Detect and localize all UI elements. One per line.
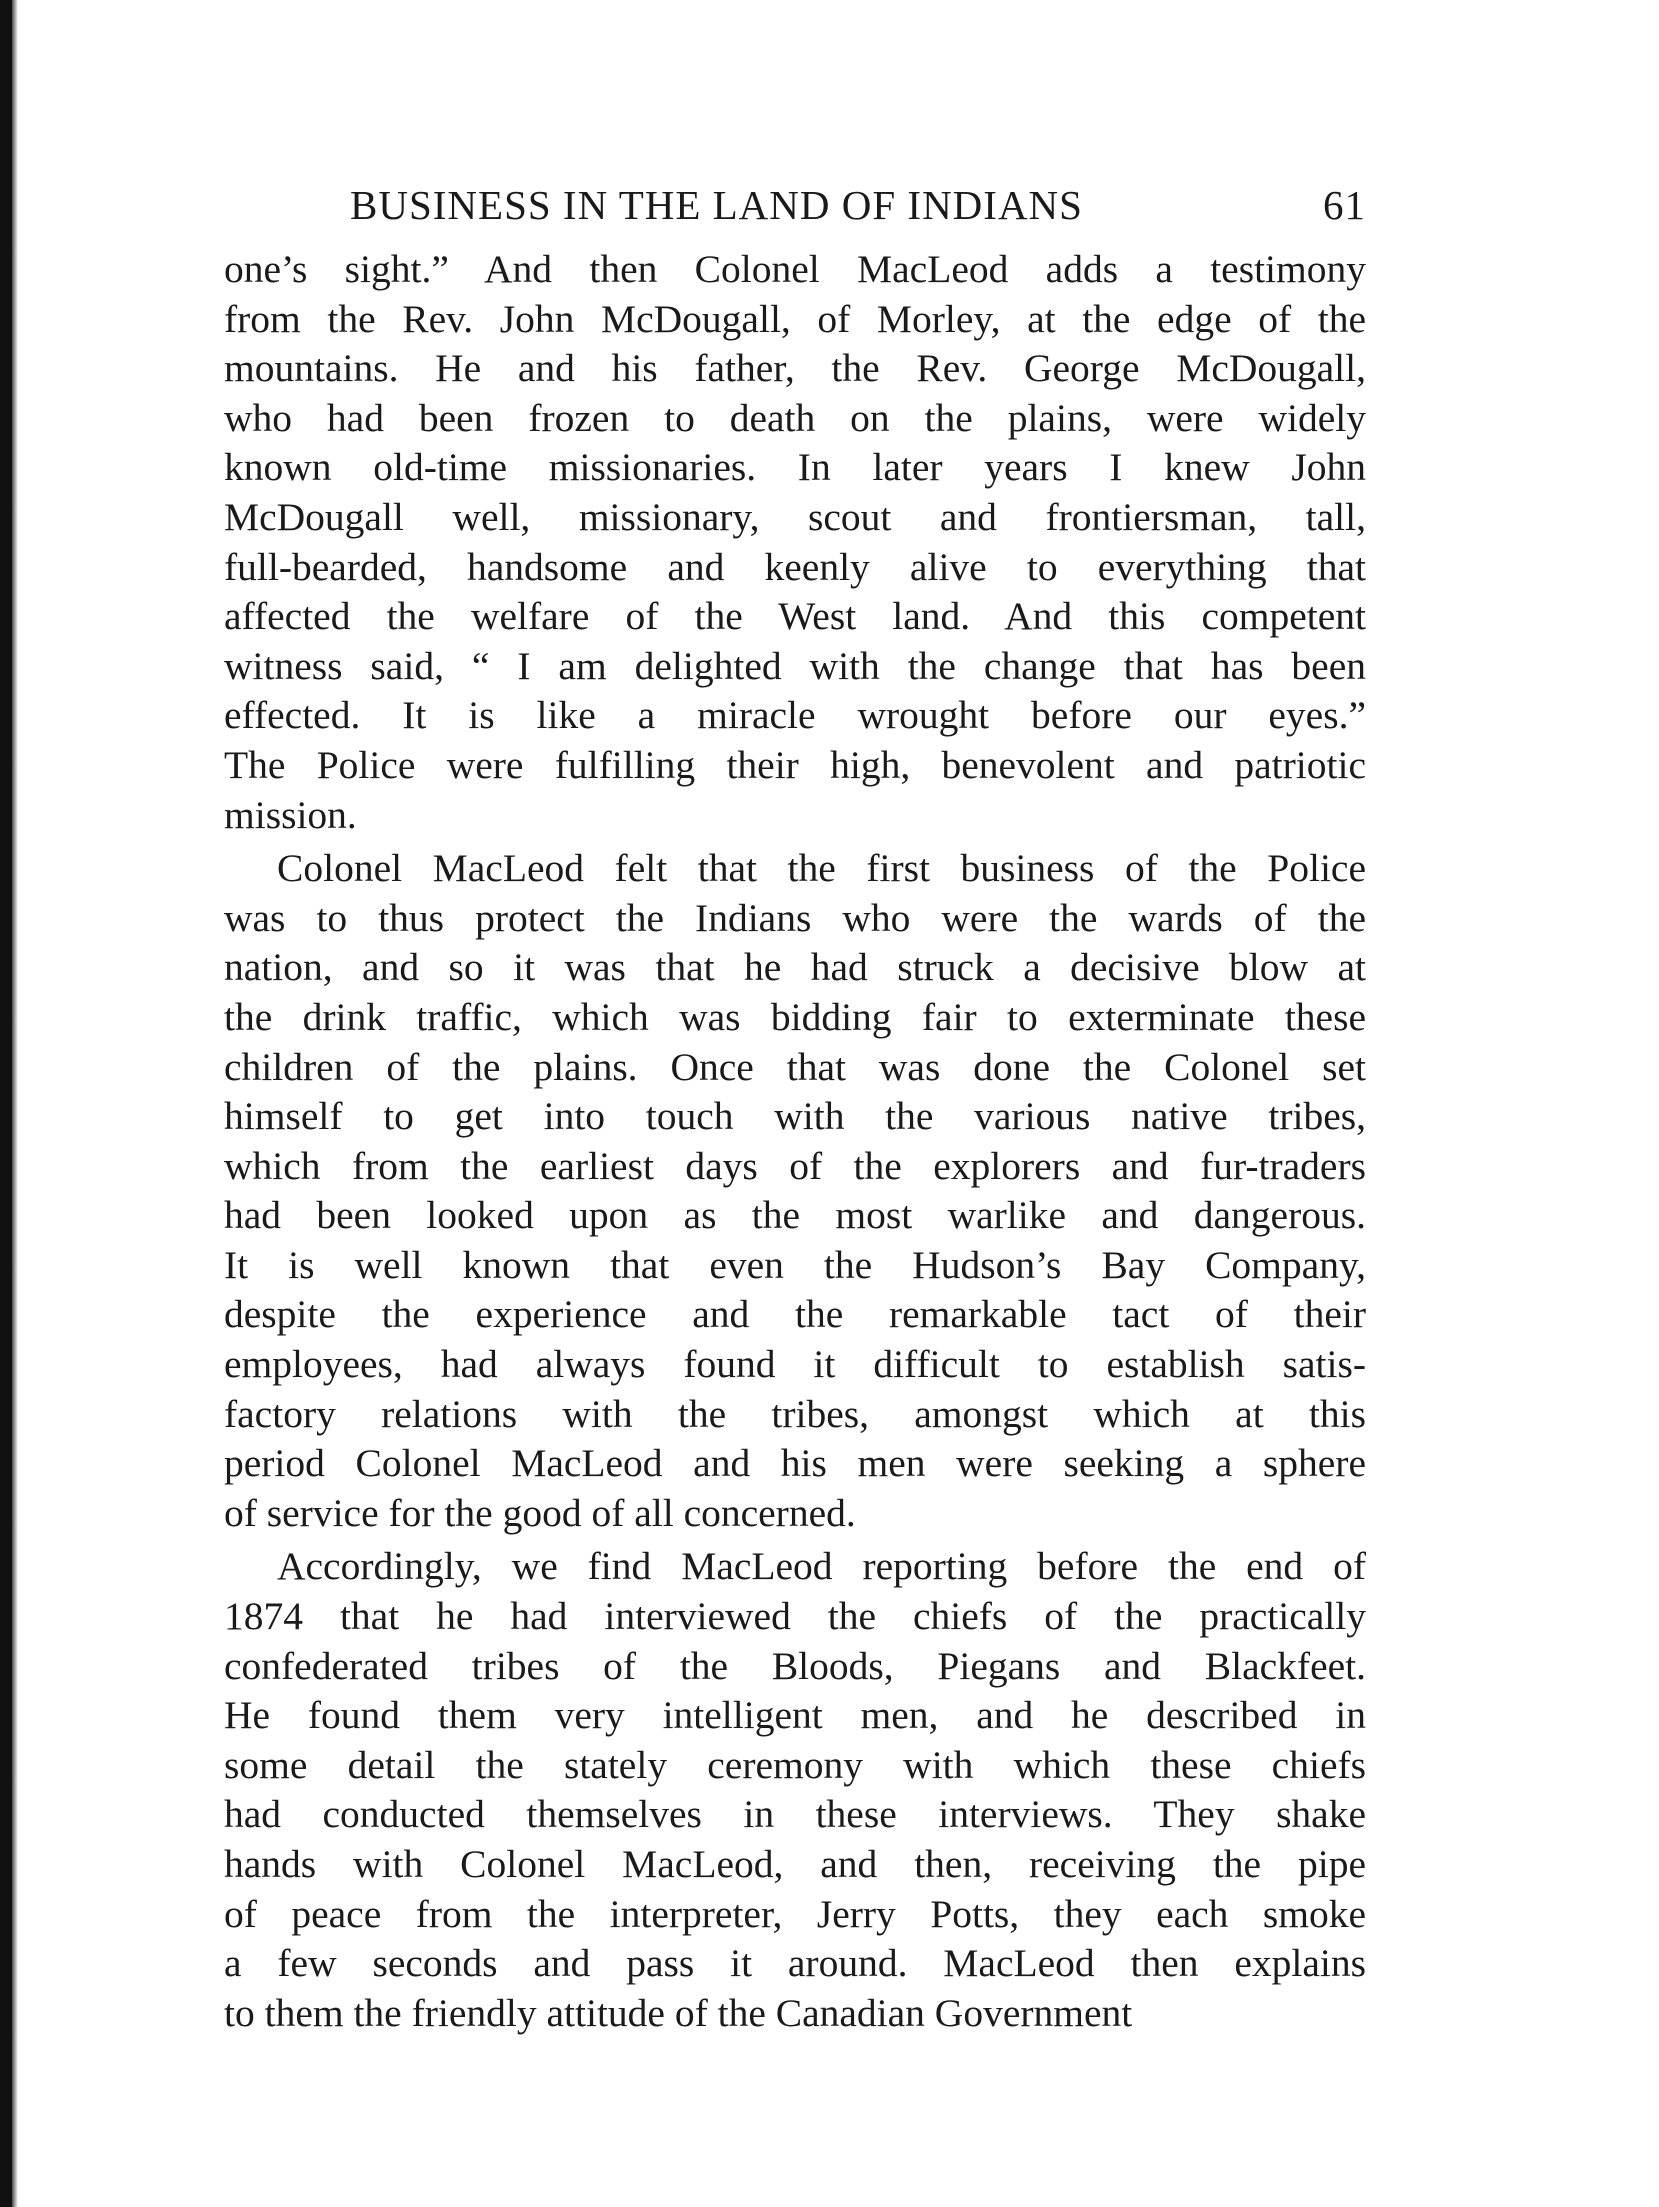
text-line: affected the welfare of the West land. And this competent [224, 594, 1366, 639]
text-line: full-bearded, handsome and keenly alive to everything that [224, 544, 1366, 589]
text-line: effected. It is like a miracle wrought before our eyes.” [224, 693, 1366, 738]
text-line: It is well known that even the Hudson’s Bay Company, [224, 1242, 1366, 1287]
text-line: The Police were fulfilling their high, benevolent and patriotic [224, 742, 1366, 787]
text-line: He found them very intelligent men, and he described in [224, 1693, 1366, 1738]
text-line: one’s sight.” And then Colonel MacLeod adds a testimony [224, 247, 1366, 291]
text-line: mountains. He and his father, the Rev. George McDougall, [224, 346, 1366, 391]
text-line: who had been frozen to death on the plains, were widely [224, 395, 1366, 440]
running-head-title: BUSINESS IN THE LAND OF INDIANS [350, 182, 1083, 228]
text-line: known old-time missionaries. In later years I knew John [224, 445, 1366, 490]
text-line: witness said, “ I am delighted with the change that has been [224, 643, 1366, 688]
text-line: had conducted themselves in these interviews. They shake [224, 1792, 1366, 1837]
binding-shadow [12, 0, 18, 2207]
text-line: hands with Colonel MacLeod, and then, receiving the pipe [224, 1842, 1366, 1886]
text-line: the drink traffic, which was bidding fair to exterminate these [224, 994, 1366, 1039]
text-line: children of the plains. Once that was done the Colonel set [224, 1044, 1366, 1089]
page-number: 61 [1323, 182, 1366, 228]
text-line: of peace from the interpreter, Jerry Potts, they each smoke [224, 1891, 1366, 1936]
text-line: from the Rev. John McDougall, of Morley, at the edge of the [224, 296, 1366, 341]
text-line: Colonel MacLeod felt that the first business of the Police [277, 846, 1366, 891]
text-line: of service for the good of all concerned. [224, 1490, 856, 1535]
text-line: despite the experience and the remarkable tact of their [224, 1292, 1366, 1337]
text-line: employees, had always found it difficult to establish satis- [224, 1342, 1366, 1387]
text-line: some detail the stately ceremony with which these chiefs [224, 1742, 1366, 1787]
text-line: which from the earliest days of the explorers and fur-traders [224, 1143, 1366, 1188]
running-head [224, 175, 1366, 235]
text-line: 1874 that he had interviewed the chiefs of the practically [224, 1594, 1366, 1639]
book-page [224, 175, 1366, 2042]
text-line: was to thus protect the Indians who were the wards of the [224, 895, 1366, 940]
text-line: period Colonel MacLeod and his men were seeking a sphere [224, 1441, 1366, 1486]
text-line: factory relations with the tribes, amongst which at this [224, 1391, 1366, 1436]
text-line: Accordingly, we find MacLeod reporting before the end of [277, 1544, 1366, 1589]
paragraph [224, 844, 1366, 1538]
binding-edge [0, 0, 12, 2207]
text-line: mission. [224, 792, 357, 837]
text-line: had been looked upon as the most warlike and dangerous. [224, 1193, 1366, 1238]
paragraph [224, 1542, 1366, 2038]
text-line: himself to get into touch with the various native tribes, [224, 1094, 1366, 1139]
text-line: to them the friendly attitude of the Canadian Government [224, 1990, 1133, 2035]
body-text [224, 245, 1366, 2038]
text-line: nation, and so it was that he had struck a decisive blow at [224, 945, 1366, 990]
text-line: McDougall well, missionary, scout and frontiersman, tall, [224, 494, 1366, 539]
text-line: a few seconds and pass it around. MacLeod then explains [224, 1941, 1366, 1986]
text-line: confederated tribes of the Bloods, Piegans and Blackfeet. [224, 1643, 1366, 1688]
paragraph [224, 245, 1366, 840]
